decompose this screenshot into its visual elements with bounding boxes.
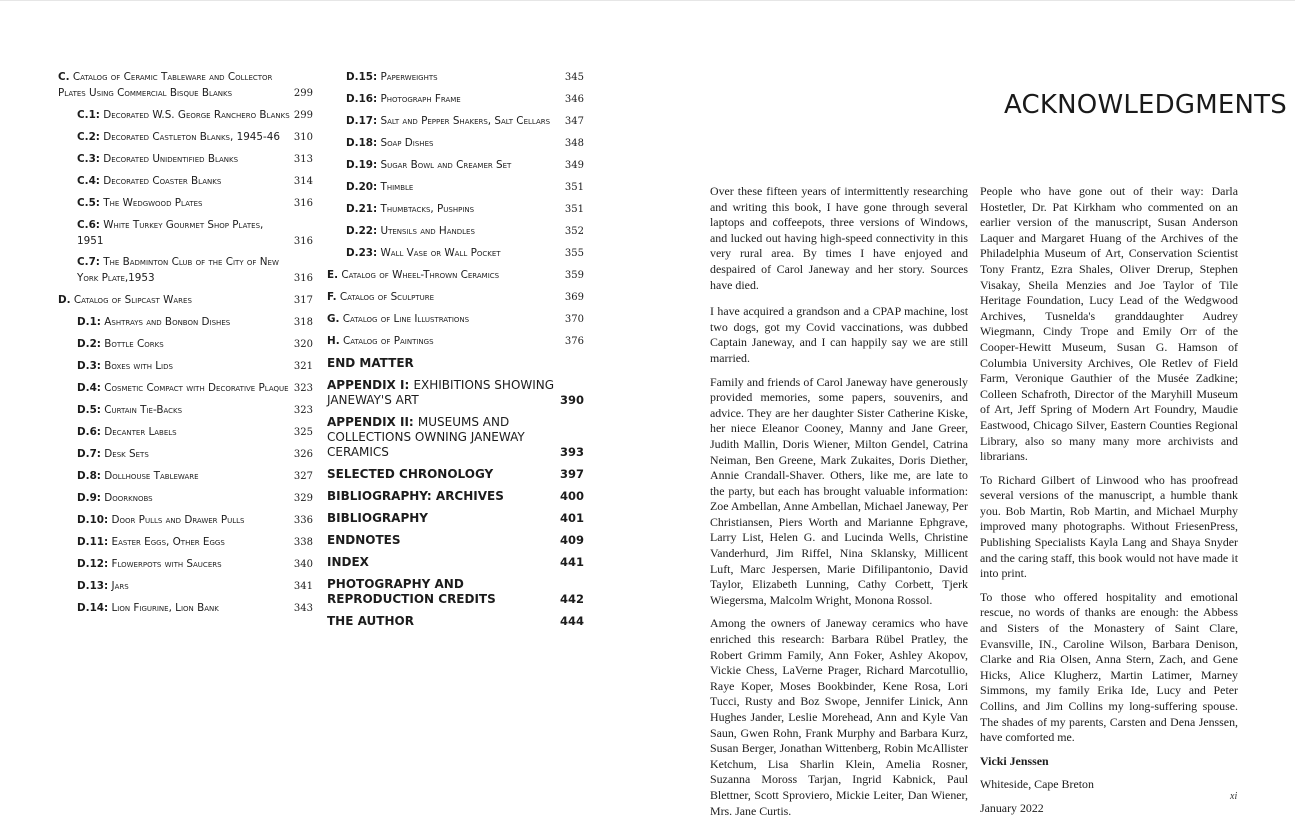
toc-entry-text: White Turkey Gourmet Shop Plates, 1951	[77, 218, 264, 247]
toc-entry-code: D.10:	[77, 514, 109, 527]
toc-entry-title	[327, 334, 565, 350]
toc-entry	[346, 180, 584, 196]
toc-page-number: 397	[559, 466, 584, 481]
toc-entry	[327, 268, 584, 284]
toc-page-number: 352	[564, 225, 584, 237]
toc-page-number: 444	[559, 613, 584, 628]
toc-entry-text: SELECTED CHRONOLOGY	[327, 466, 494, 481]
toc-entry-code: D.	[58, 294, 71, 307]
toc-page-number: 321	[293, 361, 313, 373]
toc-entry	[77, 513, 313, 529]
toc-entry-title	[77, 130, 294, 146]
toc-entry	[77, 255, 313, 287]
toc-entry	[77, 130, 313, 146]
toc-entry-title	[327, 467, 560, 482]
toc-entry	[327, 555, 584, 570]
toc-column-2	[327, 70, 584, 636]
toc-entry-title	[77, 255, 294, 287]
toc-entry	[58, 293, 313, 309]
toc-entry-code: D.7:	[77, 448, 101, 461]
toc-page-number: 338	[293, 537, 313, 549]
toc-page-number: 347	[564, 115, 584, 127]
toc-entry	[327, 533, 584, 548]
toc-entry-title	[327, 489, 560, 504]
toc-entry-text: BIBLIOGRAPHY: ARCHIVES	[327, 488, 504, 503]
toc-entry	[58, 70, 313, 102]
toc-entry-title	[77, 535, 294, 551]
toc-entry-code: D.5:	[77, 404, 101, 417]
toc-page-number: 329	[293, 493, 313, 505]
ack-paragraph: To those who offered hospitality and emotional rescue, no words of thanks are enough: the Abbess and Sisters of the Monastery of Saint Clare, Evansville, IN., Caroline Wilson, Barbara Denison, Clarke and Ria Olsen, Anna Stern, Zach, and Gene Hicks, Alice Klugherz, Martin Latimer, Marney Simmons, my family Erika Ide, Lucy and Peter Collins, and Jim Collins my long-suffering spouse. The shades of my parents, Carsten and Dena Jenssen, have comforted me.	[980, 589, 1238, 745]
toc-entry	[327, 334, 584, 350]
toc-entry-text: Catalog of Line Illustrations	[342, 312, 470, 325]
toc-entry-code: C.7:	[77, 256, 100, 269]
toc-entry-code: D.15:	[346, 71, 378, 83]
toc-entry-title	[346, 114, 565, 130]
toc-entry	[77, 337, 313, 353]
toc-entry-text: PHOTOGRAPHY AND REPRODUCTION CREDITS	[327, 576, 496, 606]
toc-entry-title	[77, 359, 294, 375]
toc-page-number: 336	[293, 515, 313, 527]
toc-entry-text: Dollhouse Tableware	[104, 470, 199, 483]
toc-entry-text: Curtain Tie-Backs	[104, 404, 183, 417]
toc-page-number: 313	[293, 153, 313, 165]
toc-entry-text: EXHIBITIONS SHOWING JANEWAY'S ART	[327, 377, 555, 407]
toc-page-number: 370	[564, 313, 584, 325]
toc-page-number: 299	[293, 109, 313, 121]
toc-entry	[77, 447, 313, 463]
toc-entry-title	[346, 180, 565, 196]
toc-entry-code: C.4:	[77, 174, 100, 187]
ack-paragraph: Among the owners of Janeway ceramics who have enriched this research: Barbara Rübel Pratley, the Robert Grimm Family, Ann Foker, Ashley Akopov, Vickie Chess, LaVerne Prager, Richard Marcotullio, Raye Koper, Moses Bookbinder, Kene Rosa, Lori Tucci, Rusty and Boz Swope, Jennifer Linick, Ann Hughes Jander, Leslie Morehead, Ann and Kyle Van Saun, Gwen Rohn, Frank Murphy and Barbara Kurz, Susan Berger, Jonathan Wittenberg, Robin McAllister Ketchum, Lisa Sharlin Klein, Amelia Rosner, Suzanna Moross Tarjan, Ingrid Kabnick, Paul Blettner, Scott Sproviero, Mickie Leiter, Dan Wiener, Mrs. Jane Curtis.	[710, 616, 968, 818]
toc-entry-code: D.8:	[77, 470, 101, 483]
toc-page-number: 314	[293, 175, 313, 187]
toc-page-number: 441	[559, 554, 584, 569]
toc-entry-title	[327, 290, 565, 306]
toc-page-number: 327	[293, 471, 313, 483]
toc-entry-code: F.	[327, 290, 337, 303]
toc-entry-title	[327, 511, 560, 526]
top-border	[0, 0, 1295, 1]
toc-entry-title	[77, 557, 294, 573]
toc-entry-text: The Wedgwood Plates	[103, 196, 203, 209]
toc-page-number: 316	[293, 197, 313, 209]
toc-page-number: 390	[559, 392, 584, 407]
toc-entry-code: G.	[327, 312, 340, 325]
toc-entry	[346, 136, 584, 152]
toc-entry-text: Desk Sets	[104, 448, 149, 461]
toc-entry-title	[77, 425, 294, 441]
toc-page-number: 316	[293, 273, 313, 285]
toc-entry-code: D.2:	[77, 338, 101, 351]
ack-paragraph: I have acquired a grandson and a CPAP machine, lost two dogs, got my Covid vaccinations, was dubbed Captain Janeway, and I can happily say we are still married.	[710, 304, 968, 365]
toc-page-number: 325	[293, 427, 313, 439]
toc-entry-code: D.16:	[346, 92, 378, 105]
toc-entry	[327, 577, 584, 607]
toc-entry-code: E.	[327, 268, 339, 281]
toc-entry	[327, 312, 584, 328]
toc-entry	[77, 108, 313, 124]
toc-entry-text: Decorated Unidentified Blanks	[103, 152, 239, 165]
toc-page-number: 340	[293, 559, 313, 571]
toc-entry	[77, 174, 313, 190]
toc-entry-title	[77, 196, 294, 212]
toc-page-number: 351	[564, 181, 584, 193]
toc-entry-text: Utensils and Handles	[380, 224, 475, 237]
signature-date: January 2022	[980, 800, 1044, 815]
toc-entry-code: C.6:	[77, 218, 100, 231]
toc-page-number: 349	[564, 159, 584, 171]
toc-entry	[346, 92, 584, 108]
toc-entry-text: Paperweights	[380, 71, 438, 83]
toc-entry-text: INDEX	[327, 554, 369, 569]
toc-entry-code: APPENDIX II:	[327, 414, 414, 429]
toc-entry-title	[327, 555, 560, 570]
toc-entry-code: D.11:	[77, 536, 109, 549]
toc-entry-title	[77, 381, 294, 397]
toc-entry-text: The Badminton Club of the City of New York Plate,1953	[77, 256, 279, 285]
toc-page-number: 409	[559, 532, 584, 547]
toc-entry-title	[346, 158, 565, 174]
toc-entry-text: Thumbtacks, Pushpins	[380, 202, 475, 215]
toc-page-number: 299	[293, 87, 313, 99]
toc-entry-title	[58, 70, 294, 102]
toc-entry-title	[77, 513, 294, 529]
toc-entry-title	[327, 356, 568, 371]
toc-entry-title	[77, 469, 294, 485]
toc-entry	[327, 356, 584, 371]
ack-paragraph: To Richard Gilbert of Linwood who has proofread several versions of the manuscript, a humble thank you. Bob Martin, Rob Martin, and Michael Murphy improved many photographs. Without FriesenPress, Publishing Specialists Kayla Lang and Shaya Snyder and the caring staff, this book would not have made it into print.	[980, 472, 1238, 581]
toc-entry-title	[77, 337, 294, 353]
toc-entry	[77, 425, 313, 441]
toc-entry	[327, 290, 584, 306]
toc-page-number: 345	[564, 72, 584, 83]
toc-page-number: 400	[559, 488, 584, 503]
toc-entry	[327, 511, 584, 526]
toc-page-number: 359	[564, 269, 584, 281]
toc-entry-title	[327, 312, 565, 328]
toc-entry-text: Catalog of Paintings	[342, 334, 434, 347]
toc-entry-code: D.20:	[346, 180, 378, 193]
toc-page-number: 351	[564, 203, 584, 215]
toc-entry-text: MUSEUMS AND COLLECTIONS OWNING JANEWAY CERAMICS	[327, 414, 525, 459]
toc-entry-title	[346, 202, 565, 218]
toc-entry-title	[77, 491, 294, 507]
toc-entry	[77, 403, 313, 419]
toc-page-number: 393	[559, 444, 584, 459]
toc-entry-code: C.	[58, 71, 70, 83]
toc-column-1	[58, 70, 313, 623]
toc-page-number: 316	[293, 235, 313, 247]
toc-entry-text: Door Pulls and Drawer Pulls	[111, 514, 245, 527]
toc-page-number: 326	[293, 449, 313, 461]
acknowledgments-column-1	[710, 184, 968, 827]
toc-entry-title	[58, 293, 294, 309]
toc-entry-text: Catalog of Sculpture	[339, 290, 435, 303]
ack-paragraph: Family and friends of Carol Janeway have generously provided memories, some papers, souvenirs, and advice. They are her daughter Sister Catherine Kiske, her niece Eleanor Cooney, Manny and Jane Greer, Judith Mallin, Doris Wiener, Milton Gendel, Catrina Neiman, Ben Greene, Mark Zukaites, Doris Diether, Annie Crandall-Shaver. Others, like me, are late to the party, but each has brought valuable information: Zoe Ambellan, Anne Ambellan, Michael Janeway, Per Christiansen, Piers Worth and Marianne Ephgrave, Larry List, Helen G. and Lucinda Wells, Christine Vanderhurd, Jim Riffel, Nina Sklansky, Millicent Luft, Marc Jespersen, Marie Difilipantonio, David Taylor, Elizabeth Lunning, Cathy Corbett, Tjerk Wiegersma, Malcolm Wright, Monona Rossol.	[710, 374, 968, 607]
page-title: ACKNOWLEDGMENTS	[1004, 90, 1287, 121]
toc-entry-code: D.21:	[346, 202, 378, 215]
toc-entry-title	[327, 577, 560, 607]
toc-entry-code: D.6:	[77, 426, 101, 439]
toc-entry-code: D.13:	[77, 580, 109, 593]
toc-entry-code: D.14:	[77, 602, 109, 615]
toc-entry	[77, 579, 313, 595]
toc-entry-title	[77, 218, 294, 250]
toc-entry-title	[77, 315, 294, 331]
toc-entry-code: C.5:	[77, 196, 100, 209]
toc-entry-text: Bottle Corks	[104, 338, 164, 351]
toc-entry-text: BIBLIOGRAPHY	[327, 510, 428, 525]
toc-entry-code: D.22:	[346, 224, 378, 237]
toc-page-number: 310	[293, 131, 313, 143]
toc-entry-title	[77, 601, 294, 617]
toc-entry-code: D.3:	[77, 360, 101, 373]
toc-entry-text: Flowerpots with Saucers	[111, 558, 222, 571]
toc-entry-title	[77, 108, 294, 124]
toc-page-number: 401	[559, 510, 584, 525]
toc-entry-title	[346, 224, 565, 240]
toc-entry-text: END MATTER	[327, 355, 414, 370]
toc-page-number: 343	[293, 603, 313, 615]
toc-page-number: 442	[559, 591, 584, 606]
toc-entry-title	[327, 378, 560, 408]
toc-entry	[77, 469, 313, 485]
toc-entry	[77, 152, 313, 168]
page-number: xi	[1230, 791, 1238, 802]
toc-entry-text: Catalog of Slipcast Wares	[73, 294, 192, 307]
toc-entry	[77, 218, 313, 250]
toc-entry-code: D.9:	[77, 492, 101, 505]
toc-page-number: 346	[564, 93, 584, 105]
signature-name: Vicki Jenssen	[980, 753, 1049, 768]
toc-page-number: 323	[293, 383, 313, 395]
toc-entry-code: APPENDIX I:	[327, 377, 410, 392]
toc-page-number: 355	[564, 247, 584, 259]
toc-entry	[77, 557, 313, 573]
toc-entry-title	[327, 268, 565, 284]
toc-entry-text: Salt and Pepper Shakers, Salt Cellars	[380, 114, 551, 127]
toc-entry-code: D.17:	[346, 114, 378, 127]
toc-entry-text: Boxes with Lids	[104, 360, 173, 373]
toc-entry-text: THE AUTHOR	[327, 613, 414, 628]
toc-entry	[346, 202, 584, 218]
toc-entry-title	[327, 614, 560, 629]
toc-entry-text: Catalog of Wheel-Thrown Ceramics	[341, 268, 500, 281]
toc-entry-code: D.18:	[346, 136, 378, 149]
toc-entry-code: D.1:	[77, 316, 101, 329]
toc-entry-code: H.	[327, 334, 340, 347]
toc-page-number: 376	[564, 335, 584, 347]
toc-entry	[346, 246, 584, 262]
toc-entry-code: D.4:	[77, 382, 101, 395]
toc-entry	[327, 378, 584, 408]
toc-entry	[346, 224, 584, 240]
toc-entry-text: ENDNOTES	[327, 532, 401, 547]
toc-entry	[77, 359, 313, 375]
toc-entry-title	[77, 579, 294, 595]
toc-entry	[327, 614, 584, 629]
toc-page-number: 348	[564, 137, 584, 149]
toc-entry-title	[346, 136, 565, 152]
toc-entry	[327, 489, 584, 504]
toc-entry-title	[327, 415, 560, 460]
ack-paragraph: Over these fifteen years of intermittently researching and writing this book, I have gone through several laptops and coffeepots, three versions of Windows, and lucked out having high-speed connectivity in this very rural area. By times I have enjoyed and despaired of Carol Janeway and her story. Sources have died.	[710, 184, 968, 292]
toc-entry-text: Soap Dishes	[380, 136, 434, 149]
toc-entry-title	[77, 447, 294, 463]
toc-entry-text: Jars	[111, 580, 129, 593]
toc-entry-text: Decanter Labels	[104, 426, 177, 439]
toc-entry	[327, 415, 584, 460]
toc-entry-code: C.3:	[77, 152, 100, 165]
toc-entry-code: C.2:	[77, 130, 100, 143]
toc-entry-text: Lion Figurine, Lion Bank	[111, 602, 219, 615]
toc-entry	[346, 70, 584, 86]
toc-entry	[327, 467, 584, 482]
toc-page-number: 369	[564, 291, 584, 303]
toc-entry-title	[346, 92, 565, 108]
toc-entry-title	[77, 174, 294, 190]
toc-entry-title	[346, 246, 565, 262]
toc-page-number: 341	[293, 581, 313, 593]
toc-entry-text: Decorated Castleton Blanks, 1945-46	[103, 130, 280, 143]
toc-entry	[77, 535, 313, 551]
toc-entry-code: D.19:	[346, 158, 378, 171]
toc-entry-title	[77, 152, 294, 168]
toc-entry-text: Decorated W.S. George Ranchero Blanks	[103, 108, 290, 121]
signature-place: Whiteside, Cape Breton	[980, 777, 1094, 792]
toc-entry-title	[327, 533, 560, 548]
toc-entry-text: Cosmetic Compact with Decorative Plaque	[104, 382, 289, 395]
toc-entry	[77, 315, 313, 331]
toc-entry	[77, 196, 313, 212]
toc-entry-code: C.1:	[77, 108, 100, 121]
toc-entry	[77, 381, 313, 397]
toc-entry-text: Decorated Coaster Blanks	[103, 174, 222, 187]
toc-page-number: 323	[293, 405, 313, 417]
toc-entry-text: Doorknobs	[104, 492, 153, 505]
toc-page-number: 320	[293, 339, 313, 351]
toc-entry-title	[346, 70, 565, 86]
toc-entry	[77, 491, 313, 507]
toc-entry-text: Easter Eggs, Other Eggs	[111, 536, 225, 549]
toc-entry-title	[77, 403, 294, 419]
toc-entry-text: Thimble	[380, 180, 414, 193]
toc-entry-text: Photograph Frame	[380, 92, 461, 105]
acknowledgments-column-2	[980, 184, 1238, 825]
toc-entry-text: Wall Vase or Wall Pocket	[380, 246, 501, 259]
toc-entry	[77, 601, 313, 617]
ack-paragraph: People who have gone out of their way: Darla Hostetler, Dr. Pat Kirkham who commented on an earlier version of the manuscript, Susan Anderson Laquer and Margaret Huang of the Archives of the Philadelphia Museum of Art, Conservation Scientist Tony Frantz, Ezra Shales, Oliver Drerup, Stephen Visakay, Sheila Menzies and Joe Taylor of Tile Heritage Foundation, Lucy Lead of the Wedgwood Archives, Tusnelda's granddaughter Audrey Wiegmann, Cindy Trope and Emily Orr of the Cooper-Hewitt Museum, Susan G. Hamson of Columbia University Archives, Ole Retlev of Field Farm, Veronique Gauthier of the Musée Zadkine; Colleen Schafroth, Director of the Maryhill Museum of Art, Jeff Spring of Modern Art Foundry, Maudie Eastwood, Chicago Silver, Eastern Counties Regional Library, also so many many more archivists and librarians.	[980, 184, 1238, 464]
toc-entry-code: D.12:	[77, 558, 109, 571]
toc-entry-code: D.23:	[346, 246, 378, 259]
toc-entry	[346, 114, 584, 130]
toc-entry-text: Ashtrays and Bonbon Dishes	[104, 316, 231, 329]
toc-entry-text: Catalog of Ceramic Tableware and Collector Plates Using Commercial Bisque Blanks	[58, 71, 273, 99]
toc-entry	[346, 158, 584, 174]
toc-page-number: 318	[293, 317, 313, 329]
toc-entry-text: Sugar Bowl and Creamer Set	[380, 158, 512, 171]
toc-page-number: 317	[293, 295, 313, 307]
